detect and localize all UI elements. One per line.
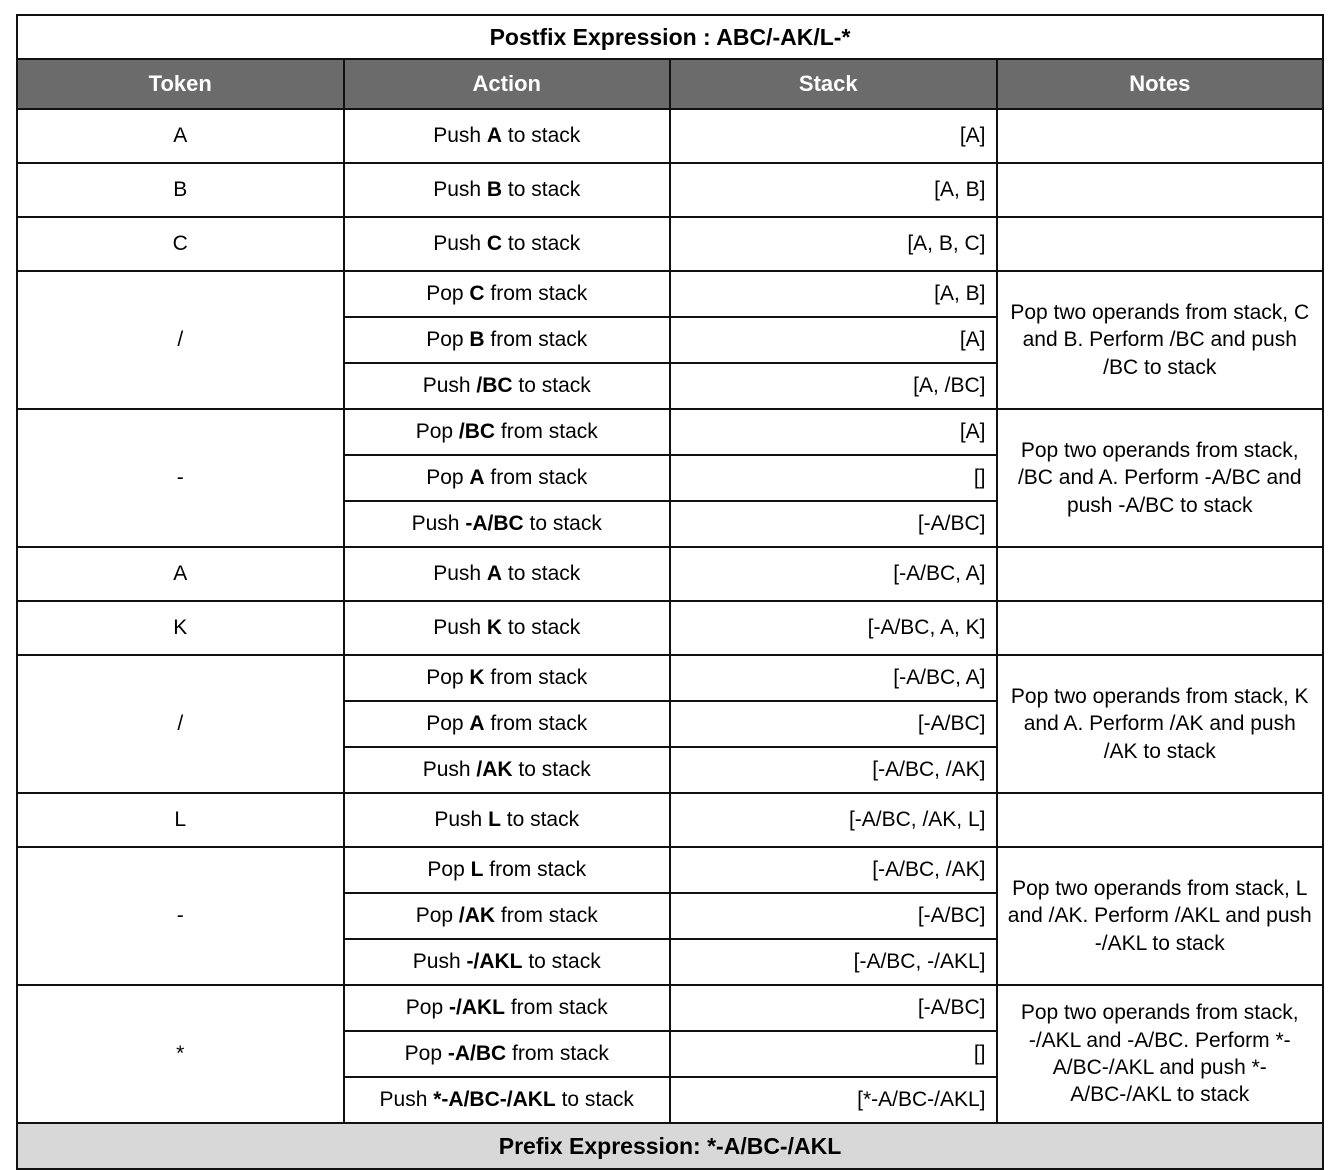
action-cell: Pop /AK from stack: [344, 893, 671, 939]
action-cell: Push C to stack: [344, 217, 671, 271]
column-header-stack: Stack: [670, 59, 997, 109]
stack-cell: [A]: [670, 409, 997, 455]
action-cell: Push A to stack: [344, 109, 671, 163]
table-row: [17, 217, 1323, 271]
action-cell: Push -/AKL to stack: [344, 939, 671, 985]
table-row: [17, 601, 1323, 655]
action-cell: Push L to stack: [344, 793, 671, 847]
action-cell: Pop C from stack: [344, 271, 671, 317]
action-cell: Push A to stack: [344, 547, 671, 601]
stack-cell: [A]: [670, 317, 997, 363]
notes-cell: Pop two operands from stack, /BC and A. Perform -A/BC and push -A/BC to stack: [997, 409, 1324, 547]
stack-cell: [-A/BC, /AK]: [670, 847, 997, 893]
stack-cell: [-A/BC]: [670, 985, 997, 1031]
stack-cell: [A, B, C]: [670, 217, 997, 271]
token-cell: A: [17, 547, 344, 601]
action-operand: K: [486, 616, 503, 639]
stack-cell: [-A/BC, /AK]: [670, 747, 997, 793]
token-cell: K: [17, 601, 344, 655]
stack-cell: [-A/BC, -/AKL]: [670, 939, 997, 985]
table-row: [17, 655, 1323, 701]
action-cell: Pop L from stack: [344, 847, 671, 893]
action-operand: A: [486, 124, 503, 147]
notes-cell: [997, 547, 1324, 601]
action-cell: Pop A from stack: [344, 455, 671, 501]
stack-cell: [-A/BC]: [670, 893, 997, 939]
action-operand: *-A/BC-/AKL: [433, 1088, 556, 1111]
action-cell: Push /BC to stack: [344, 363, 671, 409]
table-title-row: [17, 15, 1323, 59]
token-cell: C: [17, 217, 344, 271]
action-operand: L: [488, 808, 501, 831]
table-row: [17, 409, 1323, 455]
prefix-expression-result: Prefix Expression: *-A/BC-/AKL: [17, 1123, 1323, 1169]
table-row: [17, 109, 1323, 163]
table-row: [17, 985, 1323, 1031]
notes-cell: [997, 217, 1324, 271]
notes-cell: [997, 601, 1324, 655]
token-cell: /: [17, 655, 344, 793]
table-row: [17, 847, 1323, 893]
postfix-to-prefix-table: [16, 14, 1324, 1170]
action-operand: A: [469, 712, 485, 735]
table-header-row: [17, 59, 1323, 109]
action-cell: Pop A from stack: [344, 701, 671, 747]
stack-cell: [A, /BC]: [670, 363, 997, 409]
table-row: [17, 271, 1323, 317]
action-operand: K: [469, 666, 485, 689]
action-cell: Push *-A/BC-/AKL to stack: [344, 1077, 671, 1123]
notes-cell: Pop two operands from stack, K and A. Perform /AK and push /AK to stack: [997, 655, 1324, 793]
stack-cell: [-A/BC]: [670, 701, 997, 747]
table-row: [17, 163, 1323, 217]
table-row: [17, 793, 1323, 847]
notes-cell: [997, 109, 1324, 163]
action-operand: /BC: [458, 420, 496, 443]
action-cell: Pop -/AKL from stack: [344, 985, 671, 1031]
stack-cell: []: [670, 1031, 997, 1077]
column-header-notes: Notes: [997, 59, 1324, 109]
stack-cell: [-A/BC, A, K]: [670, 601, 997, 655]
stack-cell: [*-A/BC-/AKL]: [670, 1077, 997, 1123]
action-operand: /BC: [476, 374, 513, 397]
token-cell: A: [17, 109, 344, 163]
action-operand: C: [486, 232, 503, 255]
stack-cell: [A, B]: [670, 163, 997, 217]
token-cell: B: [17, 163, 344, 217]
stack-cell: [-A/BC]: [670, 501, 997, 547]
stack-cell: []: [670, 455, 997, 501]
table-title: Postfix Expression : ABC/-AK/L-*: [17, 15, 1323, 59]
stack-cell: [A]: [670, 109, 997, 163]
token-cell: *: [17, 985, 344, 1123]
action-cell: Pop K from stack: [344, 655, 671, 701]
notes-cell: Pop two operands from stack, -/AKL and -A/BC. Perform *-A/BC-/AKL and push *-A/BC-/AKL to stack: [997, 985, 1324, 1123]
table-footer-row: [17, 1123, 1323, 1169]
action-operand: /AK: [458, 904, 496, 927]
action-operand: B: [469, 328, 485, 351]
stack-cell: [-A/BC, A]: [670, 547, 997, 601]
stack-cell: [A, B]: [670, 271, 997, 317]
action-operand: -/AKL: [466, 950, 523, 973]
notes-cell: [997, 793, 1324, 847]
notes-cell: Pop two operands from stack, L and /AK. Perform /AKL and push -/AKL to stack: [997, 847, 1324, 985]
action-operand: -/AKL: [449, 996, 505, 1019]
token-cell: -: [17, 409, 344, 547]
action-cell: Push K to stack: [344, 601, 671, 655]
action-operand: /AK: [476, 758, 513, 781]
action-cell: Push B to stack: [344, 163, 671, 217]
action-cell: Push -A/BC to stack: [344, 501, 671, 547]
column-header-action: Action: [344, 59, 671, 109]
action-operand: A: [486, 562, 503, 585]
stack-cell: [-A/BC, /AK, L]: [670, 793, 997, 847]
column-header-token: Token: [17, 59, 344, 109]
action-operand: C: [469, 282, 485, 305]
action-operand: B: [486, 178, 503, 201]
action-operand: L: [470, 858, 484, 881]
action-cell: Pop -A/BC from stack: [344, 1031, 671, 1077]
stack-cell: [-A/BC, A]: [670, 655, 997, 701]
table-row: [17, 547, 1323, 601]
table-body: [17, 15, 1323, 1169]
action-cell: Pop B from stack: [344, 317, 671, 363]
token-cell: -: [17, 847, 344, 985]
action-operand: -A/BC: [465, 512, 524, 535]
notes-cell: Pop two operands from stack, C and B. Perform /BC and push /BC to stack: [997, 271, 1324, 409]
action-operand: -A/BC: [447, 1042, 507, 1065]
action-cell: Pop /BC from stack: [344, 409, 671, 455]
notes-cell: [997, 163, 1324, 217]
action-operand: A: [469, 466, 485, 489]
token-cell: L: [17, 793, 344, 847]
action-cell: Push /AK to stack: [344, 747, 671, 793]
token-cell: /: [17, 271, 344, 409]
